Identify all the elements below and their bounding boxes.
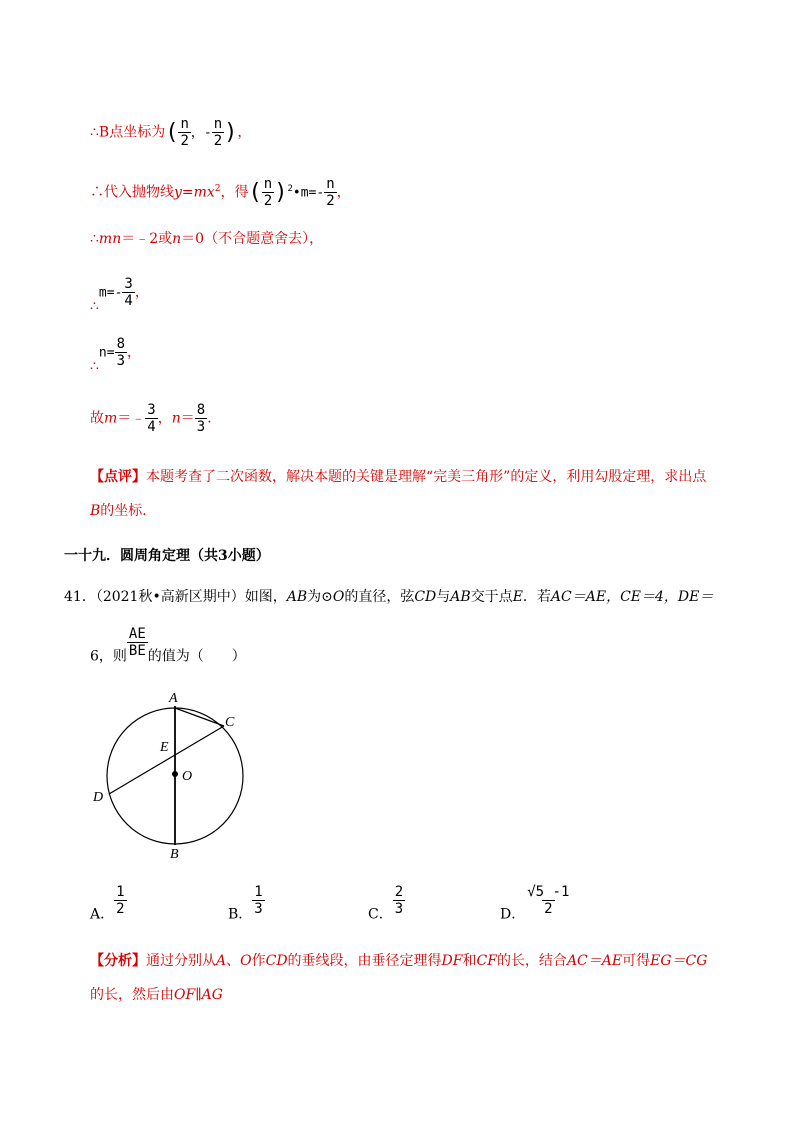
- analysis-line-2: 的长，然后由OF∥AG: [90, 987, 223, 1003]
- segment-ac: [175, 708, 224, 726]
- fraction: $\frac{2}{3}$: [394, 884, 404, 917]
- section-title: 一十九．圆周角定理（共3小题）: [64, 548, 270, 564]
- fraction: $\frac{3}{4}$: [124, 276, 133, 309]
- problem-number: 41．: [64, 589, 96, 605]
- comment-line-1: 【点评】本题考查了二次函数，解决本题的关键是理解“完美三角形”的定义，利用勾股定理，求出点: [90, 469, 707, 485]
- fraction: $\frac{3}{4}$: [147, 402, 156, 435]
- solution-line-5: ∴n= $\frac{8}{3}$ ，: [90, 336, 142, 375]
- label-d: D: [93, 790, 104, 805]
- fraction: $\frac{n}{2}$: [326, 176, 335, 209]
- fraction: $\frac{8}{3}$: [196, 402, 206, 435]
- right-paren: ): [224, 120, 238, 145]
- fraction: $\frac{1}{2}$: [116, 884, 125, 917]
- solution-line-4: ∴m=- $\frac{3}{4}$ ，: [90, 276, 149, 315]
- comment-line-2: B的坐标．: [90, 503, 157, 519]
- option-d[interactable]: D． $\frac{√5 -1}{2}$: [500, 884, 570, 923]
- fraction: $\frac{n}{2}$: [263, 176, 273, 209]
- circle-figure: [90, 688, 250, 860]
- label-b: B: [170, 847, 179, 860]
- label-e: E: [160, 740, 169, 755]
- label-o: O: [182, 769, 193, 784]
- comment-label: 【点评】: [90, 469, 146, 485]
- option-a[interactable]: A． $\frac{1}{2}$: [90, 884, 125, 923]
- label-a: A: [169, 691, 178, 706]
- option-c[interactable]: C． $\frac{2}{3}$: [368, 884, 404, 923]
- fraction: $\frac{8}{3}$: [116, 336, 126, 369]
- solution-line-1: ∴B点坐标为( $\frac{n}{2}$ ，- $\frac{n}{2}$ )，: [90, 116, 252, 149]
- fraction: $\frac{AE}{BE}$: [128, 626, 146, 659]
- label-c: C: [225, 715, 235, 730]
- problem-line-2: 6，则 $\frac{AE}{BE}$ 的值为（ ）: [90, 626, 246, 665]
- solution-text: ∴B点坐标为: [90, 124, 166, 141]
- chord-cd: [109, 726, 224, 794]
- problem-line-1: 41．（2021秋•高新区期中）如图，AB为⊙O的直径，弦CD与AB交于点E．若AC＝AE，CE＝4，DE＝: [64, 589, 714, 605]
- fraction: $\frac{n}{2}$: [180, 116, 189, 149]
- left-paren: (: [165, 120, 179, 145]
- fraction: $\frac{n}{2}$: [213, 116, 223, 149]
- solution-line-3: ∴mn＝﹣2或n＝0（不合题意舍去），: [90, 231, 324, 247]
- option-b[interactable]: B． $\frac{1}{3}$: [228, 884, 263, 923]
- solution-line-2: ∴代入抛物线$y=mx^2$，得( $\frac{n}{2}$ )$^2$•m=- $\frac{n}{2}$ ，: [90, 176, 351, 209]
- solution-line-6: 故m＝﹣ $\frac{3}{4}$ ，n＝ $\frac{8}{3}$ ．: [90, 402, 222, 435]
- fraction: $\frac{√5 -1}{2}$: [527, 884, 570, 917]
- fraction: $\frac{1}{3}$: [254, 884, 263, 917]
- analysis-line-1: 【分析】通过分别从A、O作CD的垂线段，由垂径定理得DF和CF的长，结合AC＝AE可得EG＝CG: [90, 953, 708, 969]
- center-point-o: [172, 771, 178, 777]
- analysis-label: 【分析】: [90, 953, 146, 969]
